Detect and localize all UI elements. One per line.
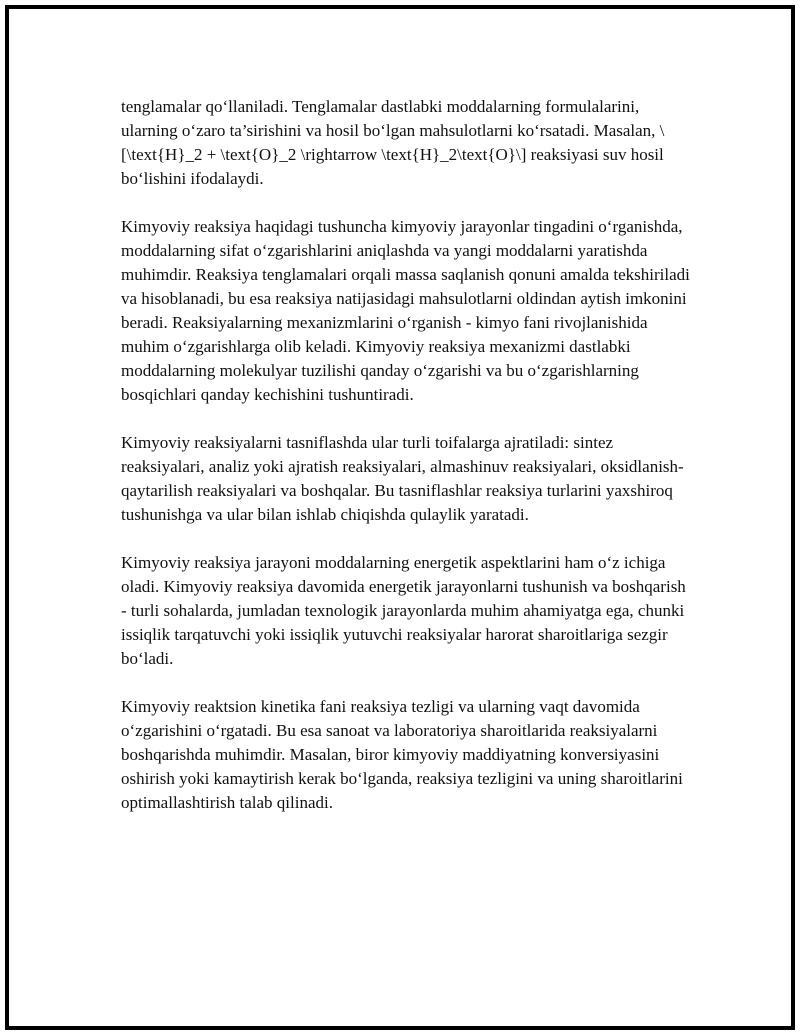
page-frame [5, 5, 795, 1030]
document-body [121, 95, 691, 815]
paragraph-4: Kimyoviy reaksiya jarayoni moddalarning energetik aspektlarini ham o‘z ichiga oladi. Kimyoviy reaksiya davomida energetik jarayonlarni tushunish va boshqarish - turli sohalarda, jumladan texnologik jarayonlarda muhim ahamiyatga ega, chunki issiqlik tarqatuvchi yoki issiqlik yutuvchi reaksiyalar harorat sharoitlariga sezgir bo‘ladi. [121, 553, 686, 668]
paragraph-5: Kimyoviy reaktsion kinetika fani reaksiya tezligi va ularning vaqt davomida o‘zgarishini o‘rgatadi. Bu esa sanoat va laboratoriya sharoitlarida reaksiyalarni boshqarishda muhimdir. Masalan, biror kimyoviy maddiyatning konversiyasini oshirish yoki kamaytirish kerak bo‘lganda, reaksiya tezligini va uning sharoitlarini optimallashtirish talab qilinadi. [121, 697, 683, 812]
paragraph-3: Kimyoviy reaksiyalarni tasniflashda ular turli toifalarga ajratiladi: sintez reaksiyalari, analiz yoki ajratish reaksiyalari, almashinuv reaksiyalari, oksidlanish-qaytarilish reaksiyalari va boshqalar. Bu tasniflashlar reaksiya turlarini yaxshiroq tushunishga va ular bilan ishlab chiqishda qulaylik yaratadi. [121, 433, 684, 524]
paragraph-2: Kimyoviy reaksiya haqidagi tushuncha kimyoviy jarayonlar tingadini o‘rganishda, moddalarning sifat o‘zgarishlarini aniqlashda va yangi moddalarni yaratishda muhimdir. Reaksiya tenglamalari orqali massa saqlanish qonuni amalda tekshiriladi va hisoblanadi, bu esa reaksiya natijasidagi mahsulotlarni oldindan aytish imkonini beradi. Reaksiyalarning mexanizmlarini o‘rganish - kimyo fani rivojlanishida muhim o‘zgarishlarga olib keladi. Kimyoviy reaksiya mexanizmi dastlabki moddalarning molekulyar tuzilishi qanday o‘zgarishi va bu o‘zgarishlarning bosqichlari qanday kechishini tushuntiradi. [121, 217, 690, 404]
paragraph-1: tenglamalar qo‘llaniladi. Tenglamalar dastlabki moddalarning formulalarini, ularning o‘zaro ta’sirishini va hosil bo‘lgan mahsulotlarni ko‘rsatadi. Masalan, \[\text{H}_2 + \text{O}_2 \rightarrow \text{H}_2\text{O}\] reaksiyasi suv hosil bo‘lishini ifodalaydi. [121, 97, 665, 188]
